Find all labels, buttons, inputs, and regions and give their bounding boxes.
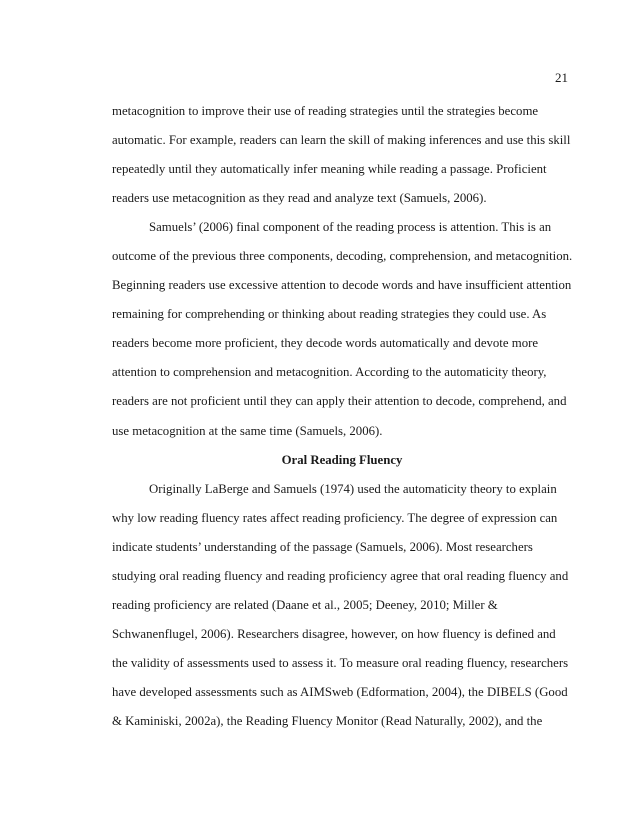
text-line: Beginning readers use excessive attention to decode words and have insufficient attention [112, 278, 572, 293]
text-line: readers become more proficient, they decode words automatically and devote more [112, 336, 539, 351]
text-line: why low reading fluency rates affect reading proficiency. The degree of expression can [112, 510, 558, 525]
text-line: the validity of assessments used to assess it. To measure oral reading fluency, researchers [112, 655, 569, 670]
text-line: readers are not proficient until they can apply their attention to decode, comprehend, and [112, 394, 567, 409]
text-line: indicate students’ understanding of the passage (Samuels, 2006). Most researchers [112, 539, 533, 554]
text-line: Schwanenflugel, 2006). Researchers disagree, however, on how fluency is defined and [112, 626, 556, 641]
text-line: use metacognition at the same time (Samuels, 2006). [112, 423, 383, 438]
text-line: studying oral reading fluency and reading proficiency agree that oral reading fluency and [112, 568, 569, 583]
section-heading: Oral Reading Fluency [281, 452, 403, 467]
text-line: Samuels’ (2006) final component of the reading process is attention. This is an [149, 220, 552, 235]
text-line: metacognition to improve their use of reading strategies until the strategies become [112, 104, 539, 118]
text-line: reading proficiency are related (Daane et al., 2005; Deeney, 2010; Miller & [112, 597, 498, 612]
text-line: attention to comprehension and metacognition. According to the automaticity theory, [112, 365, 547, 380]
text-line: repeatedly until they automatically infer meaning while reading a passage. Proficient [112, 162, 547, 177]
text-line: have developed assessments such as AIMSweb (Edformation, 2004), the DIBELS (Good [112, 684, 568, 699]
page-number: 21 [555, 70, 568, 85]
text-line: Originally LaBerge and Samuels (1974) used the automaticity theory to explain [149, 481, 557, 496]
text-line: automatic. For example, readers can learn the skill of making inferences and use this skill [112, 133, 571, 148]
text-line: readers use metacognition as they read and analyze text (Samuels, 2006). [112, 191, 487, 206]
text-line: & Kaminiski, 2002a), the Reading Fluency Monitor (Read Naturally, 2002), and the [112, 713, 543, 728]
document-body [112, 97, 572, 736]
text-line: remaining for comprehending or thinking about reading strategies they could use. As [112, 307, 547, 322]
text-line: outcome of the previous three components, decoding, comprehension, and metacognition. [112, 249, 573, 264]
